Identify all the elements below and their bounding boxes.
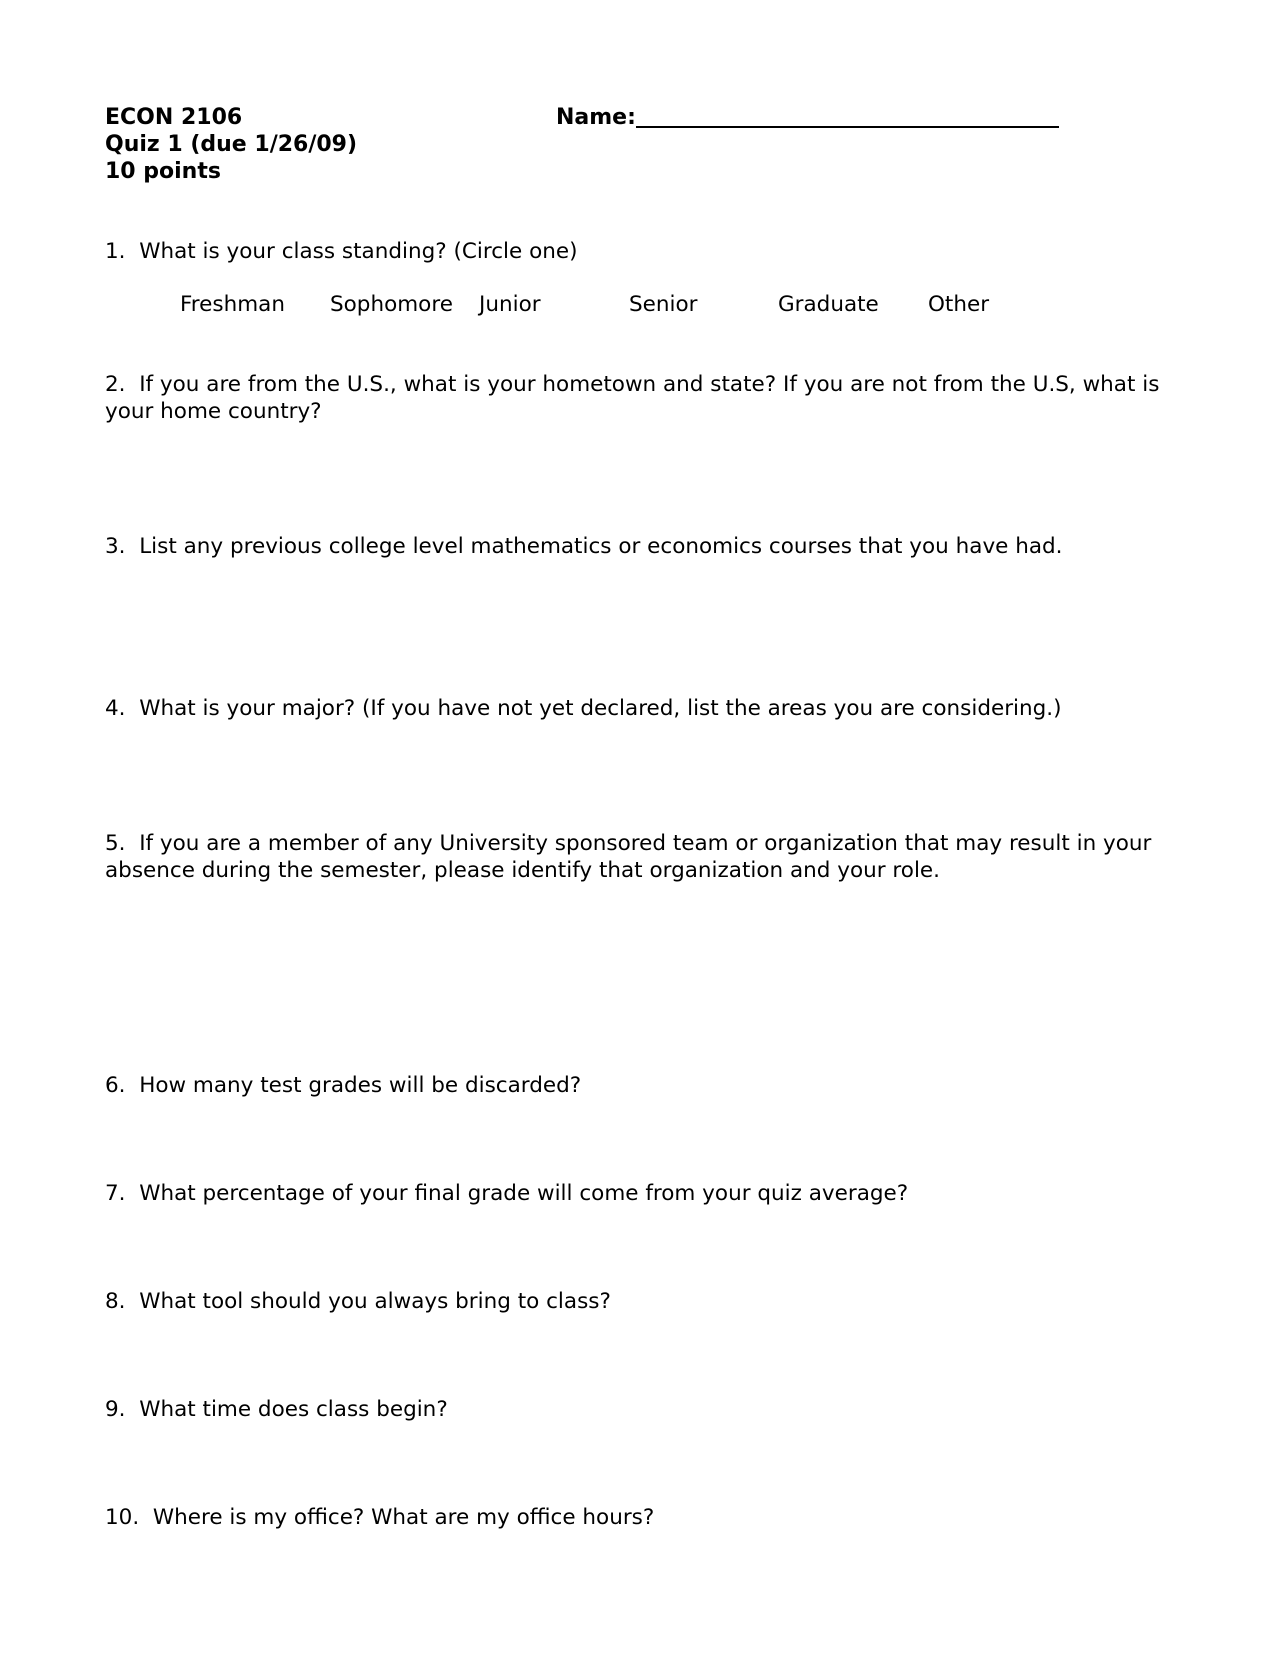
question-number: 1.: [105, 239, 126, 264]
option-other[interactable]: Other: [928, 292, 990, 317]
question-10: [105, 1504, 1185, 1531]
name-blank-line[interactable]: [636, 126, 1059, 128]
option-graduate[interactable]: Graduate: [778, 292, 879, 317]
question-text: List any previous college level mathematics or economics courses that you have had.: [139, 534, 1063, 559]
question-6: [105, 1072, 1185, 1099]
question-number: 9.: [105, 1397, 126, 1422]
question-2: [105, 371, 1185, 425]
question-7: [105, 1180, 1185, 1207]
points-label: 10 points: [105, 159, 221, 184]
question-number: 6.: [105, 1073, 126, 1098]
question-text: What tool should you always bring to class?: [139, 1289, 611, 1314]
question-number: 4.: [105, 696, 126, 721]
question-text: What is your major? (If you have not yet declared, list the areas you are considering.): [139, 696, 1062, 721]
question-text: If you are a member of any University sponsored team or organization that may result in your absence during the semester, please identify that organization and your role.: [105, 831, 1152, 883]
question-number: 2.: [105, 372, 126, 397]
question-number: 3.: [105, 534, 126, 559]
name-label: Name:: [556, 105, 636, 130]
question-text: What time does class begin?: [139, 1397, 448, 1422]
option-junior[interactable]: Junior: [479, 292, 541, 317]
name-field[interactable]: [556, 104, 1059, 131]
question-text: What percentage of your final grade will come from your quiz average?: [139, 1181, 909, 1206]
question-8: [105, 1288, 1185, 1315]
question-4: [105, 695, 1185, 722]
question-text: What is your class standing? (Circle one): [139, 239, 578, 264]
question-9: [105, 1396, 1185, 1423]
question-number: 8.: [105, 1289, 126, 1314]
question-text: How many test grades will be discarded?: [139, 1073, 582, 1098]
question-5: [105, 830, 1185, 884]
quiz-title: Quiz 1 (due 1/26/09): [105, 132, 358, 157]
question-text: If you are from the U.S., what is your hometown and state? If you are not from the U.S, what is your home country?: [105, 372, 1160, 424]
course-code: ECON 2106: [105, 105, 243, 130]
question-number: 5.: [105, 831, 126, 856]
question-text: Where is my office? What are my office hours?: [152, 1505, 655, 1530]
question-number: 10.: [105, 1505, 140, 1530]
question-1: [105, 238, 1185, 265]
option-freshman[interactable]: Freshman: [180, 292, 285, 317]
question-number: 7.: [105, 1181, 126, 1206]
option-senior[interactable]: Senior: [629, 292, 698, 317]
option-sophomore[interactable]: Sophomore: [330, 292, 453, 317]
question-3: [105, 533, 1185, 560]
